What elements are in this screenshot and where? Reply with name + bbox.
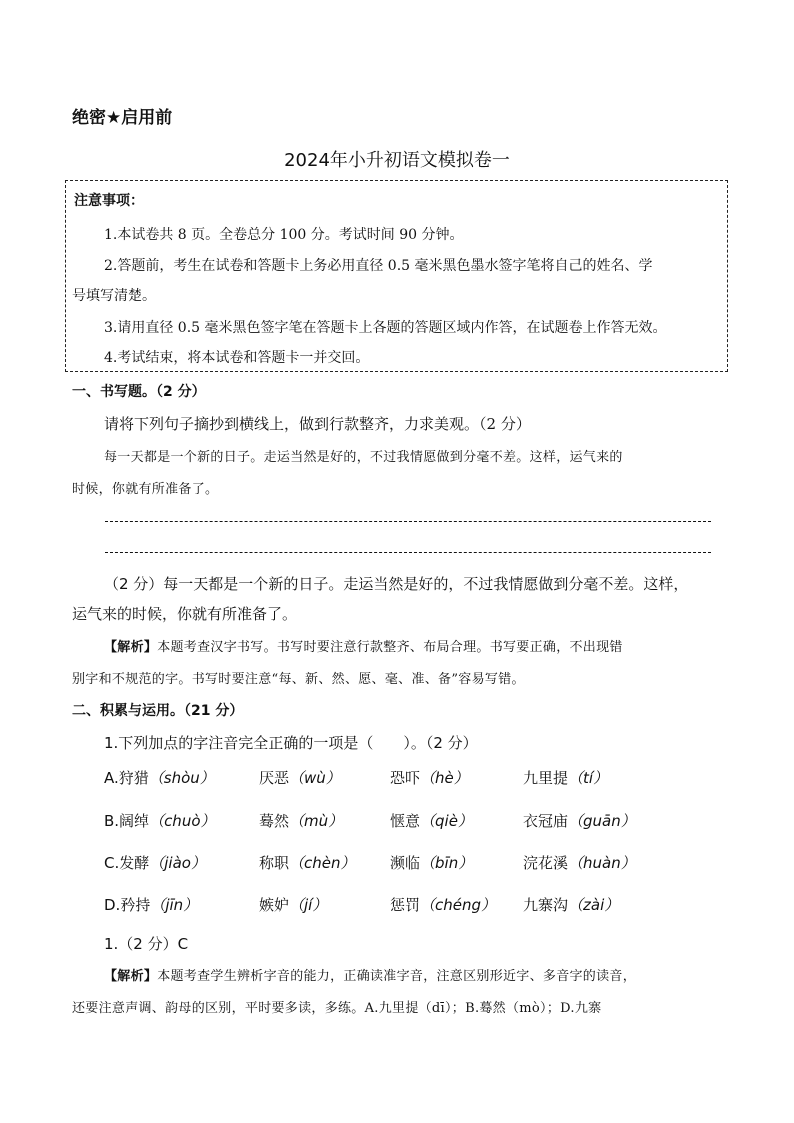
analysis-tag: 【解析】 (104, 969, 158, 984)
option-pinyin: （hè） (420, 769, 469, 787)
option-item (523, 852, 636, 873)
option-item (390, 894, 496, 915)
option-item (523, 810, 636, 831)
option-item (523, 767, 608, 788)
option-pinyin: （shòu） (148, 769, 215, 787)
option-word: A.狩猎 (104, 769, 149, 787)
option-pinyin: （chuò） (149, 812, 216, 830)
option-item (104, 852, 206, 873)
option-word: 称职 (259, 854, 290, 872)
question-1-answer: 1.（2 分）C (104, 935, 189, 953)
option-pinyin: （zài） (568, 896, 620, 914)
option-word: C.发酵 (104, 854, 150, 872)
option-word: D.矜持 (104, 896, 151, 914)
notice-box (65, 180, 728, 372)
section-2-heading: 二、积累与运用。（21 分） (72, 703, 244, 719)
section-1-answer-line-2: 运气来的时候，你就有所准备了。 (72, 605, 298, 623)
notice-item-2-cont: 号填写清楚。 (72, 288, 156, 304)
option-item (259, 852, 356, 873)
option-word: 九寨沟 (523, 896, 569, 914)
option-item (259, 810, 343, 831)
option-word: 嫉妒 (259, 896, 290, 914)
notice-item-2: 2.答题前，考生在试卷和答题卡上务必用直径 0.5 毫米黑色墨水签字笔将自己的姓名、学 (104, 258, 653, 274)
copy-sentence-line-1: 每一天都是一个新的日子。走运当然是好的，不过我情愿做到分毫不差。这样，运气来的 (104, 450, 623, 465)
section-2-analysis-line-1 (104, 965, 636, 984)
option-word: B.阔绰 (104, 812, 150, 830)
option-word: 浣花溪 (523, 854, 569, 872)
option-pinyin: （tí） (568, 769, 609, 787)
writing-line-2[interactable] (105, 552, 711, 553)
option-pinyin: （bīn） (420, 854, 474, 872)
option-pinyin: （chèn） (289, 854, 356, 872)
option-pinyin: （qiè） (420, 812, 473, 830)
option-word: 恐吓 (390, 769, 421, 787)
option-pinyin: （chéng） (420, 896, 497, 914)
section-1-analysis-line-2: 别字和不规范的字。书写时要注意“每、新、然、愿、毫、准、备”容易写错。 (72, 672, 525, 687)
writing-line-1[interactable] (105, 521, 711, 522)
option-pinyin: （mù） (289, 812, 344, 830)
option-item (104, 810, 216, 831)
option-word: 濒临 (390, 854, 421, 872)
option-pinyin: （huàn） (568, 854, 636, 872)
option-pinyin: （jí） (289, 896, 328, 914)
option-pinyin: （wù） (289, 769, 341, 787)
section-1-instruction: 请将下列句子摘抄到横线上，做到行款整齐，力求美观。（2 分） (104, 415, 531, 433)
notice-item-1: 1.本试卷共 8 页。全卷总分 100 分。考试时间 90 分钟。 (104, 227, 464, 243)
option-item (390, 852, 473, 873)
confidential-label: 绝密★启用前 (72, 108, 173, 128)
section-2-analysis-line-2: 还要注意声调、韵母的区别，平时要多读，多练。A.九里提（dī）；B.蓦然（mò）；D.九寨 (72, 1001, 602, 1016)
option-item (390, 810, 473, 831)
analysis-tag: 【解析】 (104, 640, 158, 655)
option-word: 衣冠庙 (523, 812, 569, 830)
option-word: 九里提 (523, 769, 569, 787)
option-pinyin: （jiào） (149, 854, 206, 872)
analysis-text: 本题考查学生辨析字音的能力，正确读准字音，注意区别形近字、多音字的读音， (157, 969, 637, 984)
copy-sentence-line-2: 时候，你就有所准备了。 (72, 482, 219, 497)
option-pinyin: （guān） (568, 812, 636, 830)
section-1-heading: 一、书写题。（2 分） (72, 384, 206, 400)
option-item (259, 894, 327, 915)
option-word: 惩罚 (390, 896, 421, 914)
option-item (523, 894, 619, 915)
option-word: 蓦然 (259, 812, 290, 830)
option-item (259, 767, 341, 788)
analysis-text: 本题考查汉字书写。书写时要注意行款整齐、布局合理。书写要正确，不出现错 (157, 640, 623, 655)
section-1-answer-line-1: （2 分）每一天都是一个新的日子。走运当然是好的，不过我情愿做到分毫不差。这样， (104, 575, 689, 593)
notice-item-3: 3.请用直径 0.5 毫米黑色签字笔在答题卡上各题的答题区域内作答，在试题卷上作答无效。 (104, 320, 667, 336)
option-item (104, 894, 198, 915)
option-word: 厌恶 (259, 769, 290, 787)
question-1-stem: 1.下列加点的字注音完全正确的一项是（ ）。（2 分） (104, 734, 478, 752)
page-title: 2024年小升初语文模拟卷一 (284, 150, 510, 171)
notice-heading: 注意事项： (74, 193, 144, 209)
option-pinyin: （jīn） (150, 896, 199, 914)
section-1-analysis-line-1 (104, 636, 623, 655)
option-word: 惬意 (390, 812, 421, 830)
notice-item-4: 4.考试结束，将本试卷和答题卡一并交回。 (104, 350, 370, 366)
option-item (390, 767, 469, 788)
option-item (104, 767, 215, 788)
